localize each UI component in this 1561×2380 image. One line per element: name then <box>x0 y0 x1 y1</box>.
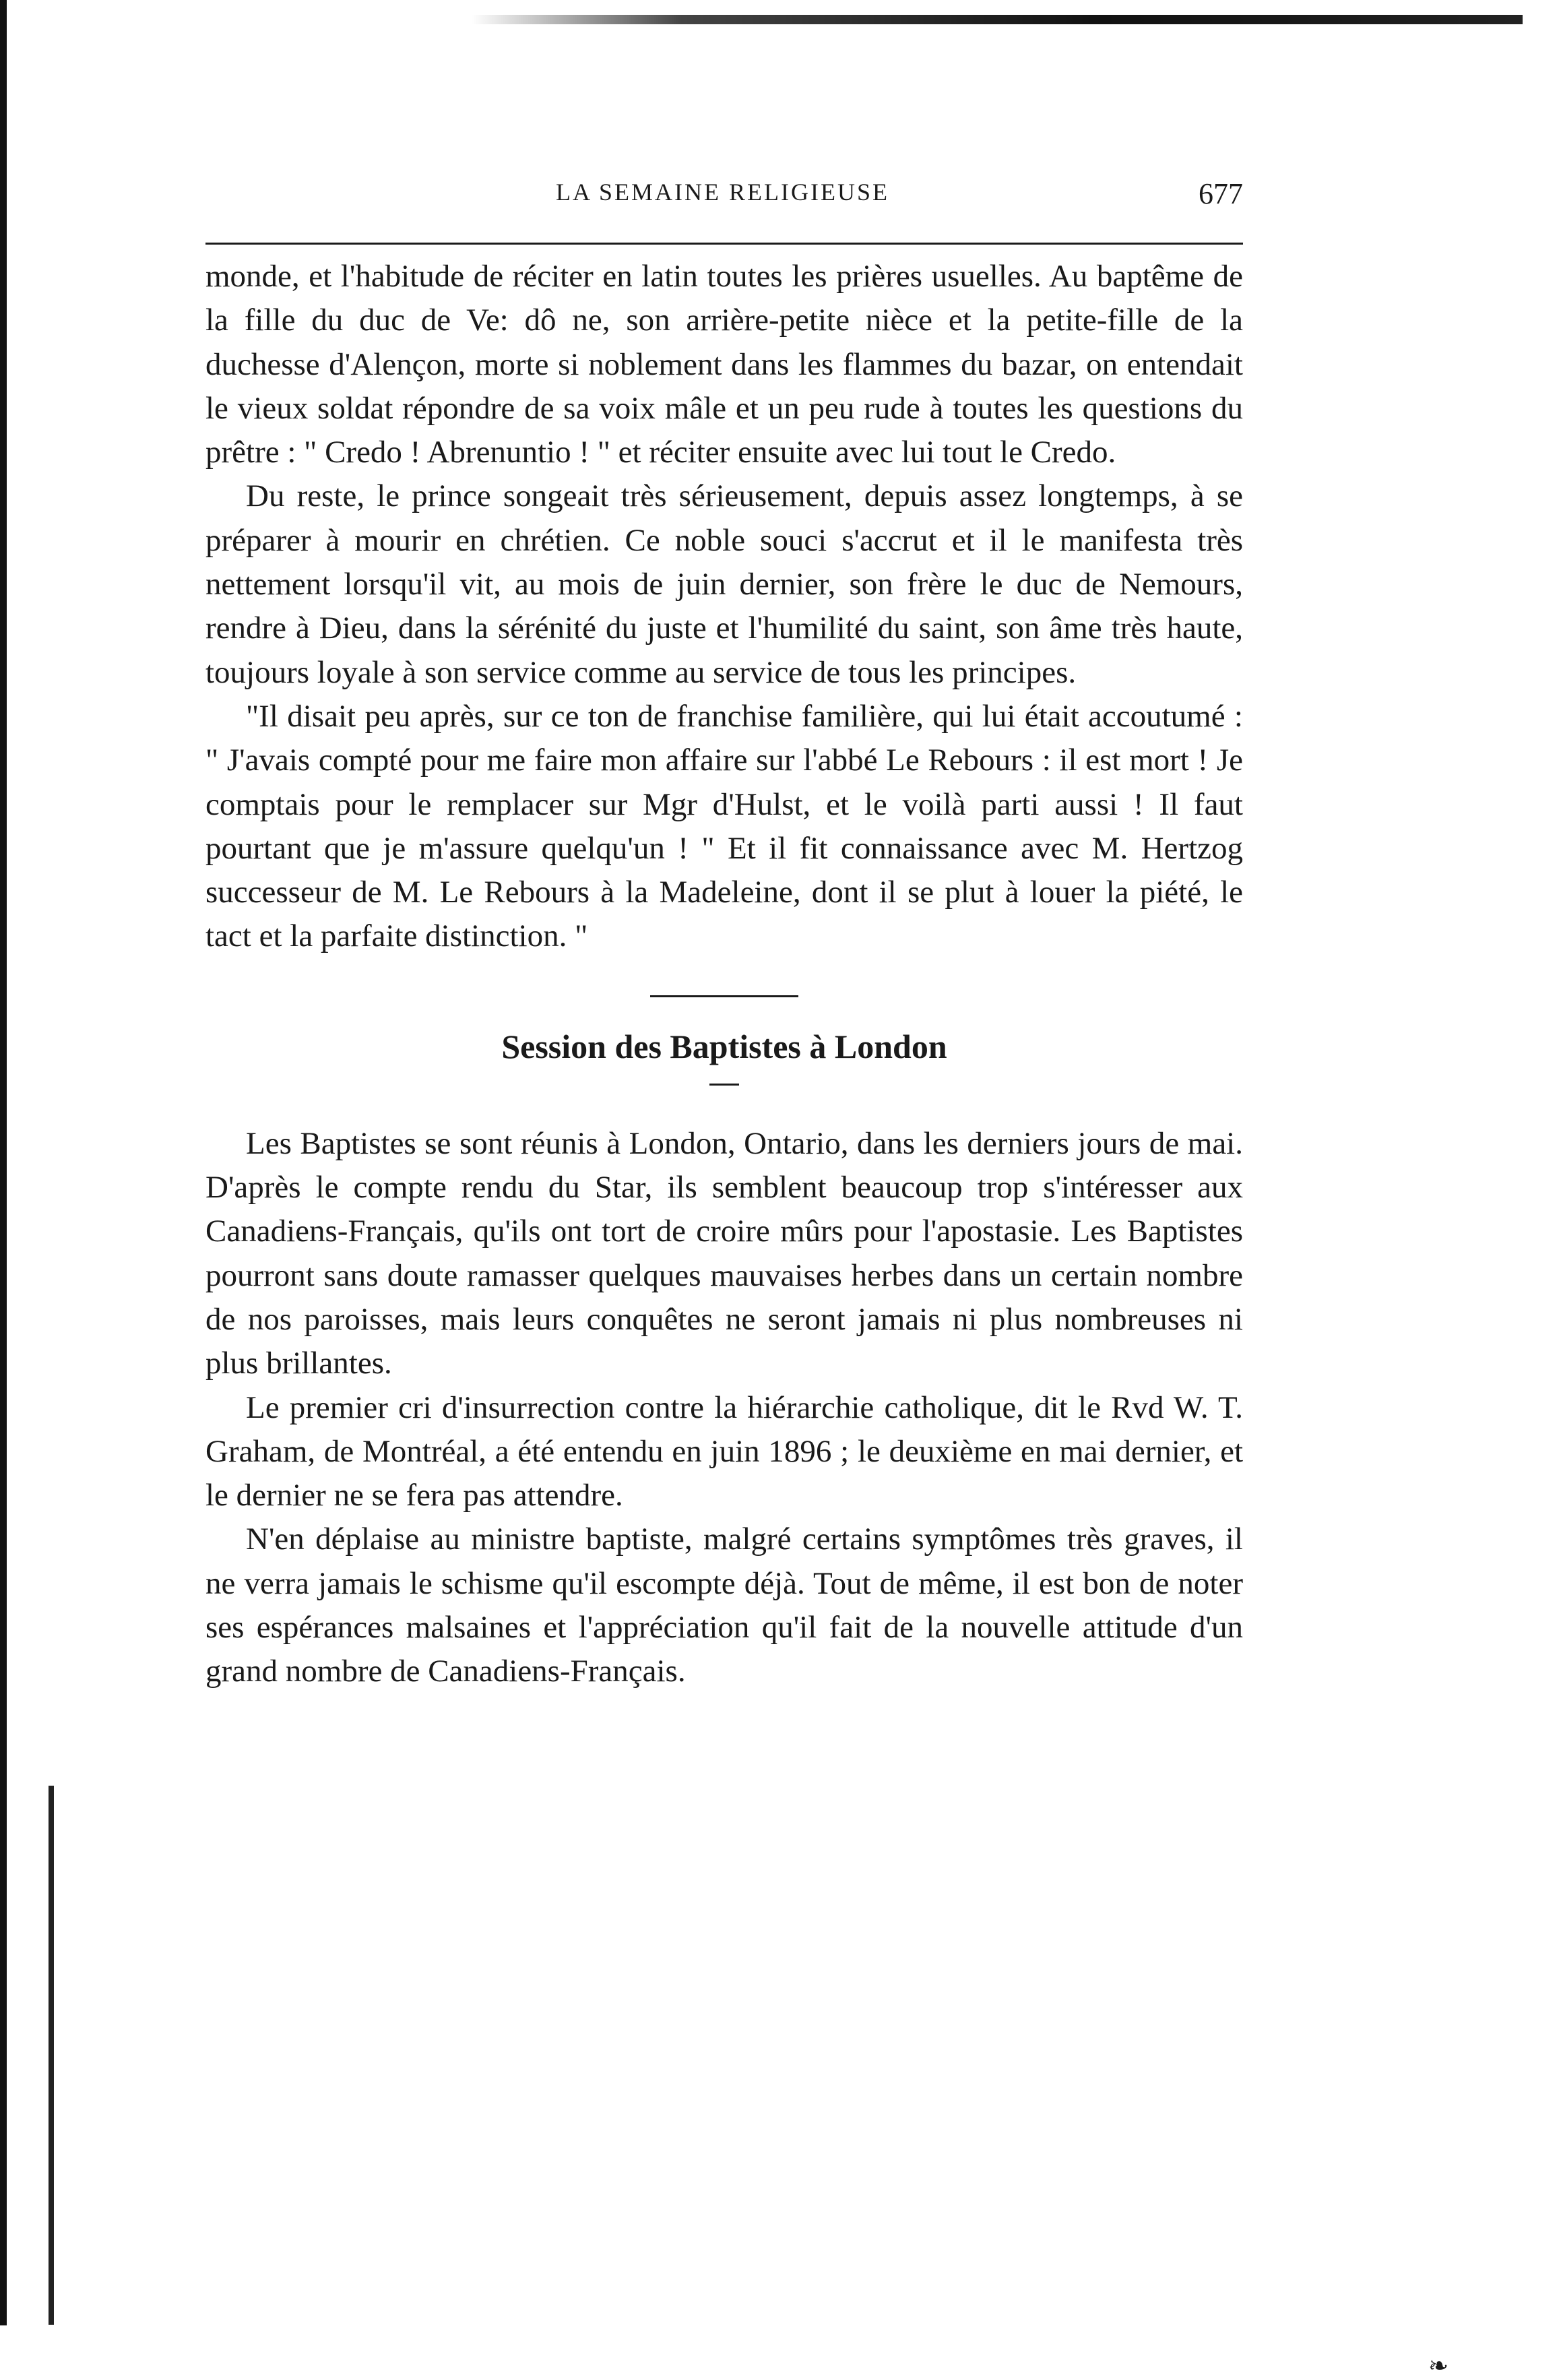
running-title: LA SEMAINE RELIGIEUSE <box>556 179 889 206</box>
paragraph-continued: monde, et l'habitude de réciter en latin toutes les prières usuelles. Au baptême de la fille du duc de Ve: dô ne, son arrière-petite nièce et la petite-fille de la duchesse d'Alençon, morte si noblement dans les flammes du bazar, on entendait le vieux soldat répondre de sa voix mâle et un peu rude à toutes les questions du prêtre : " Credo ! Abrenuntio ! " et réciter ensuite avec lui tout le Credo. <box>205 259 1243 470</box>
paragraph: N'en déplaise au ministre baptiste, malgré certains symptômes très graves, il ne verra jamais le schisme qu'il escompte déjà. Tout de même, il est bon de noter ses espérances malsaines et l'appréciation qu'il fait de la nouvelle attitude d'un grand nombre de Canadiens-Français. <box>205 1522 1243 1689</box>
scan-edge-left-bottom <box>49 1786 54 2325</box>
header-rule <box>205 243 1243 245</box>
running-head <box>205 168 1243 216</box>
paragraph: "Il disait peu après, sur ce ton de franchise familière, qui lui était accoutumé : " J'avais compté pour me faire mon affaire sur l'abbé Le Rebours : il est mort ! Je comptais pour le remplacer sur Mgr d'Hulst, et le voilà parti aussi ! Il faut pourtant que je m'assure quelqu'un ! " Et il fit connaissance avec M. Hertzog successeur de M. Le Rebours à la Madeleine, dont il se plut à louer la piété, le tact et la parfaite distinction. " <box>205 698 1243 954</box>
paragraph: Du reste, le prince songeait très sérieusement, depuis assez longtemps, à se préparer à mourir en chrétien. Ce noble souci s'accrut et il le manifesta très nettement lorsqu'il vit, au mois de juin dernier, son frère le duc de Nemours, rendre à Dieu, dans la sérénité du juste et l'humilité du saint, son âme très haute, toujours loyale à son service comme au service de tous les principes. <box>205 478 1243 690</box>
paragraph: Le premier cri d'insurrection contre la hiérarchie catholique, dit le Rvd W. T. Graham, de Montréal, a été entendu en juin 1896 ; le deuxième en mai dernier, et le dernier ne se fera pas attendre. <box>205 1389 1243 1513</box>
ornament-icon: ❧ <box>1428 2352 1449 2379</box>
section-title: Session des Baptistes à London <box>501 1027 947 1065</box>
page-number: 677 <box>1199 177 1243 210</box>
section-dash <box>709 1084 739 1086</box>
article-body <box>205 255 1243 1694</box>
section-divider <box>650 995 798 997</box>
scan-edge-top <box>472 15 1523 24</box>
paragraph: Les Baptistes se sont réunis à London, Ontario, dans les derniers jours de mai. D'après le compte rendu du Star, ils semblent beaucoup trop s'intéresser aux Canadiens-Français, qu'ils ont tort de croire mûrs pour l'apostasie. Les Baptistes pourront sans doute ramasser quelques mauvaises herbes dans un certain nombre de nos paroisses, mais leurs conquêtes ne seront jamais ni plus nombreuses ni plus brillantes. <box>205 1125 1243 1381</box>
scan-edge-left <box>0 0 7 2325</box>
page <box>205 168 1449 2379</box>
